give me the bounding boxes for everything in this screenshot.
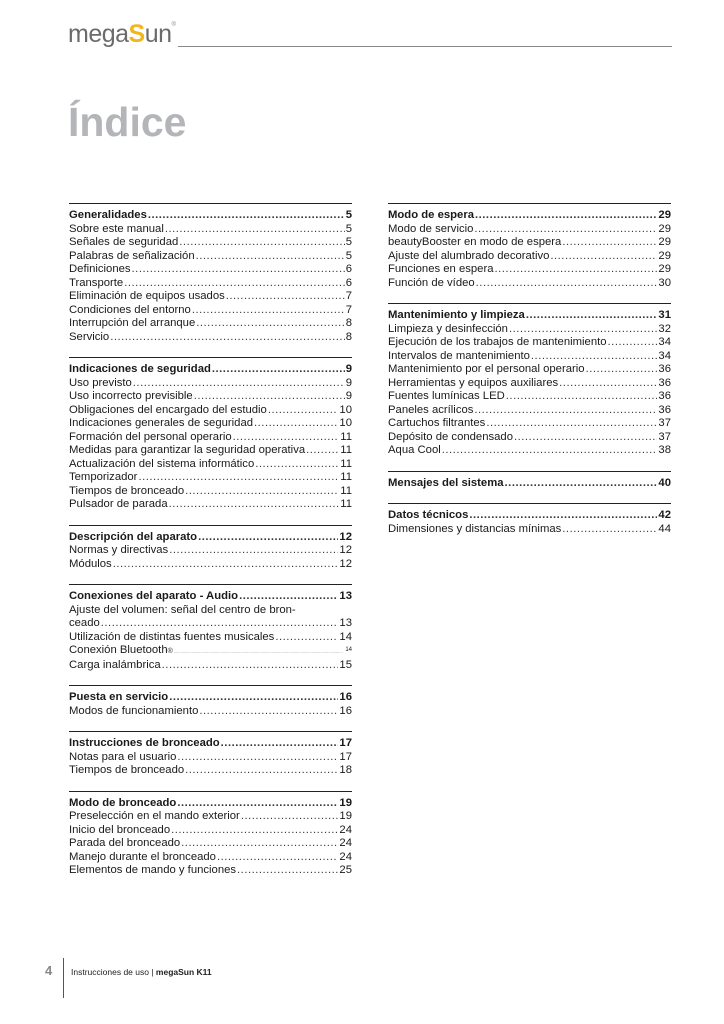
dot-leader [474, 404, 657, 418]
toc-entry[interactable] [69, 331, 352, 345]
toc-entry[interactable] [69, 223, 352, 237]
toc-label: Palabras de señalización [69, 249, 195, 262]
toc-entry[interactable] [69, 764, 352, 778]
toc-label: Descripción del aparato [69, 530, 198, 543]
toc-entry[interactable] [388, 236, 671, 250]
toc-entry[interactable] [69, 444, 352, 458]
toc-label: Ajuste del alumbrado decorativo [388, 249, 550, 262]
toc-page-number: 5 [345, 209, 352, 221]
toc-entry[interactable] [69, 864, 352, 878]
toc-label: Indicaciones de seguridad [69, 363, 211, 375]
dot-leader [514, 431, 657, 445]
toc-entry[interactable] [388, 250, 671, 264]
dot-leader [133, 377, 345, 391]
toc-entry[interactable] [69, 250, 352, 264]
toc-entry[interactable] [69, 304, 352, 318]
dot-leader [442, 444, 658, 458]
megasun-logo [68, 20, 175, 49]
dot-leader [226, 290, 345, 304]
toc-page-number: 11 [340, 484, 352, 497]
toc-entry[interactable] [388, 223, 671, 237]
dot-leader [506, 390, 658, 404]
toc-page-number: 19 [339, 810, 352, 822]
dot-leader [174, 644, 345, 659]
toc-page-number: 5 [345, 236, 352, 248]
toc-page-number: 25 [339, 864, 352, 876]
dot-leader [268, 404, 339, 418]
toc-section [388, 303, 671, 458]
footer-product: megaSun K11 [155, 967, 212, 977]
toc-entry[interactable] [388, 277, 671, 291]
toc-page-number: 12 [339, 530, 352, 543]
dot-leader [608, 336, 658, 350]
dot-leader [217, 851, 338, 865]
dot-leader [241, 810, 339, 824]
toc-page-number: 29 [658, 263, 671, 275]
toc-label: Pulsador de parada [69, 498, 168, 510]
dot-leader [469, 509, 657, 523]
dot-leader [124, 277, 344, 291]
toc-section [388, 503, 671, 536]
toc-page-number: 36 [658, 363, 671, 375]
dot-leader [162, 659, 339, 673]
toc-entry[interactable] [388, 523, 671, 537]
dot-leader [169, 691, 338, 705]
toc-page-number: 18 [339, 764, 352, 776]
toc-entry[interactable] [69, 644, 352, 659]
toc-label: Temporizador [69, 471, 138, 483]
toc-entry[interactable] [69, 263, 352, 277]
toc-page-number: 37 [658, 430, 671, 443]
toc-label: Condiciones del entorno [69, 303, 191, 316]
toc-page-number: 40 [658, 476, 671, 489]
toc-label: Actualización del sistema informático [69, 457, 255, 470]
dot-leader [169, 544, 338, 558]
toc-page-number: 10 [339, 403, 352, 416]
toc-entry[interactable] [69, 390, 352, 404]
toc-label: Conexiones del aparato - Audio [69, 590, 239, 602]
toc-label: Normas y directivas [69, 544, 169, 556]
toc-page-number: 8 [345, 330, 352, 343]
dot-leader [169, 498, 340, 512]
toc-label: Herramientas y equipos auxiliares [388, 376, 559, 389]
dot-leader [148, 209, 345, 223]
dot-leader [192, 304, 345, 318]
registered-mark-icon: ® [167, 648, 173, 655]
toc-entry[interactable] [69, 377, 352, 391]
toc-section [69, 584, 352, 672]
toc-entry[interactable] [388, 336, 671, 350]
toc-entry[interactable] [388, 390, 671, 404]
page-number: 4 [45, 963, 53, 978]
toc-page-number: 13 [339, 590, 352, 602]
toc-label: Transporte [69, 276, 124, 289]
toc-label: Sobre este manual [69, 222, 164, 235]
toc-entry[interactable] [69, 851, 352, 865]
toc-page-number: 31 [658, 309, 671, 321]
toc-entry[interactable] [69, 705, 352, 719]
toc-section-heading[interactable] [69, 209, 352, 223]
dot-leader [476, 277, 658, 291]
toc-page-number: 13 [339, 617, 352, 629]
dot-leader [275, 631, 338, 645]
dot-leader [194, 390, 345, 404]
dot-leader [212, 363, 345, 377]
dot-leader [177, 751, 338, 765]
toc-page-number: 12 [339, 557, 352, 570]
toc-label: Parada del bronceado [69, 837, 181, 849]
dot-leader [254, 417, 338, 431]
header-rule [178, 46, 672, 47]
toc-label: Definiciones [69, 263, 131, 275]
toc-entry[interactable] [69, 558, 352, 572]
toc-entry[interactable] [388, 323, 671, 337]
dot-leader [505, 477, 658, 491]
toc-page-number: 7 [345, 290, 352, 302]
toc-label: Ajuste del volumen: señal del centro de bron- [69, 603, 296, 616]
toc-entry[interactable] [69, 431, 352, 445]
toc-label: Interrupción del arranque [69, 317, 196, 329]
toc-page-number: 36 [658, 390, 671, 402]
logo-highlight: S [128, 20, 145, 48]
toc-section [69, 731, 352, 778]
toc-label: Mensajes del sistema [388, 476, 504, 489]
toc-page-number: 14 [339, 630, 352, 643]
toc-label: Cartuchos filtrantes [388, 417, 486, 429]
toc-entry[interactable] [69, 751, 352, 765]
toc-entry[interactable] [388, 363, 671, 377]
toc-page-number: 6 [345, 276, 352, 289]
toc-label: Mantenimiento por el personal operario [388, 363, 585, 375]
toc-page-number: 15 [339, 658, 352, 671]
toc-label: Módulos [69, 557, 112, 570]
toc-entry[interactable] [388, 350, 671, 364]
toc-section-heading[interactable] [388, 509, 671, 523]
toc-label: Modo de bronceado [69, 796, 177, 809]
toc-entry[interactable] [69, 824, 352, 838]
toc-label: Elementos de mando y funciones [69, 864, 237, 876]
toc-page-number: 38 [658, 444, 671, 456]
toc-label: Notas para el usuario [69, 750, 177, 763]
toc-entry[interactable] [388, 431, 671, 445]
toc-section [388, 203, 671, 290]
logo-suffix: un [144, 20, 172, 48]
toc-label: Intervalos de mantenimiento [388, 349, 530, 362]
dot-leader [185, 764, 338, 778]
toc-entry[interactable] [69, 837, 352, 851]
toc-entry[interactable] [69, 631, 352, 645]
toc-section-heading[interactable] [388, 477, 671, 491]
toc-page-number: 29 [658, 249, 671, 262]
toc-page-number: 36 [658, 376, 671, 389]
toc-entry[interactable] [388, 444, 671, 458]
toc-entry-line[interactable] [69, 604, 352, 618]
toc-entry[interactable] [69, 290, 352, 304]
toc-entry[interactable] [69, 236, 352, 250]
footer-doc-type: Instrucciones de uso | [71, 967, 156, 977]
dot-leader [196, 317, 344, 331]
toc-page-number: 17 [339, 750, 352, 763]
toc-page-number: 9 [345, 390, 352, 402]
dot-leader [132, 263, 345, 277]
dot-leader [101, 617, 339, 631]
toc-entry[interactable] [69, 617, 352, 631]
dot-leader [196, 250, 345, 264]
toc-left-column [69, 203, 352, 891]
toc-label: Puesta en servicio [69, 691, 169, 703]
toc-page-number: 11 [340, 498, 352, 510]
dot-leader [110, 331, 345, 345]
toc-label: Aqua Cool [388, 444, 441, 456]
toc-entry[interactable] [69, 404, 352, 418]
dot-leader [199, 705, 338, 719]
toc-label: Formación del personal operario [69, 430, 232, 443]
toc-section [69, 525, 352, 572]
toc-section-heading[interactable] [69, 691, 352, 705]
toc-page-number: 16 [339, 704, 352, 717]
page-title: Índice [68, 99, 187, 145]
toc-page-number: 32 [658, 322, 671, 335]
toc-label: Carga inalámbrica [69, 658, 161, 671]
toc-label: Tiempos de bronceado [69, 484, 185, 497]
toc-section [69, 685, 352, 718]
toc-page-number: 29 [658, 222, 671, 235]
dot-leader [239, 590, 338, 604]
toc-label: Manejo durante el bronceado [69, 850, 216, 863]
toc-entry[interactable] [69, 277, 352, 291]
toc-label: Inicio del bronceado [69, 823, 171, 836]
toc-label: Preselección en el mando exterior [69, 810, 240, 822]
toc-section-heading[interactable] [69, 590, 352, 604]
toc-page-number: 29 [658, 209, 671, 221]
toc-label: Función de vídeo [388, 276, 475, 289]
toc-label: Conexión Bluetooth [69, 644, 168, 656]
toc-label: Eliminación de equipos usados [69, 290, 225, 302]
toc-page-number: 24 [339, 837, 352, 849]
dot-leader [474, 223, 657, 237]
toc-page-number: 5 [345, 222, 352, 235]
dot-leader [198, 531, 338, 545]
toc-label: Datos técnicos [388, 509, 469, 521]
dot-leader [550, 250, 657, 264]
dot-leader [221, 737, 339, 751]
dot-leader [475, 209, 657, 223]
dot-leader [255, 458, 339, 472]
dot-leader [526, 309, 658, 323]
toc-page-number: 11 [340, 430, 352, 443]
toc-page-number: 30 [658, 276, 671, 289]
toc-section-heading[interactable] [388, 309, 671, 323]
toc-label: Modo de servicio [388, 222, 474, 235]
toc-page-number: 29 [658, 236, 671, 248]
dot-leader [171, 824, 338, 838]
toc-label: Fuentes lumínicas LED [388, 390, 505, 402]
toc-label: Depósito de condensado [388, 430, 513, 443]
toc-section [69, 203, 352, 344]
dot-leader [562, 523, 657, 537]
toc-page-number: 11 [340, 444, 352, 456]
toc-page-number: 9 [345, 376, 352, 389]
toc-section [69, 791, 352, 878]
toc-page-number: 17 [339, 737, 352, 749]
toc-page-number: 8 [345, 317, 352, 329]
dot-leader [237, 864, 338, 878]
dot-leader [181, 837, 338, 851]
toc-label: Señales de seguridad [69, 236, 179, 248]
toc-page-number: 16 [339, 691, 352, 703]
toc-page-number: 10 [339, 417, 352, 429]
toc-page-number: 37 [658, 417, 671, 429]
toc-label: Limpieza y desinfección [388, 322, 508, 335]
toc-entry[interactable] [69, 317, 352, 331]
toc-page-number: 24 [339, 850, 352, 863]
dot-leader [185, 485, 339, 499]
toc-section-heading[interactable] [69, 531, 352, 545]
logo-prefix: mega [68, 20, 129, 48]
toc-page-number: 34 [658, 349, 671, 362]
toc-label: Servicio [69, 330, 110, 343]
dot-leader [495, 263, 658, 277]
dot-leader [233, 431, 340, 445]
toc-label: Dimensiones y distancias mínimas [388, 522, 562, 535]
toc-page-number: 44 [658, 522, 671, 535]
toc-label: Paneles acrílicos [388, 403, 474, 416]
dot-leader [531, 350, 658, 364]
toc-label: beautyBooster en modo de espera [388, 236, 562, 248]
toc-section-heading[interactable] [69, 363, 352, 377]
toc-section-heading[interactable] [388, 209, 671, 223]
toc-entry[interactable] [388, 404, 671, 418]
toc-label: Obligaciones del encargado del estudio [69, 403, 267, 416]
toc-entry[interactable] [69, 498, 352, 512]
toc-label: ceado [69, 617, 100, 629]
dot-leader [138, 471, 339, 485]
toc-label: Funciones en espera [388, 263, 494, 275]
toc-page-number: 9 [345, 363, 352, 375]
toc-entry[interactable] [69, 458, 352, 472]
toc-label: Utilización de distintas fuentes musicales [69, 630, 275, 643]
toc-page-number: 24 [339, 823, 352, 836]
toc-page-number: 11 [340, 457, 352, 470]
toc-section [69, 357, 352, 512]
toc-label: Ejecución de los trabajos de mantenimiento [388, 336, 607, 348]
toc-page-number: 5 [345, 249, 352, 262]
toc-label: Modos de funcionamiento [69, 704, 199, 717]
footer-divider [63, 958, 64, 998]
toc-entry[interactable] [69, 471, 352, 485]
toc-entry[interactable] [69, 417, 352, 431]
dot-leader [559, 377, 657, 391]
toc-page-number: 34 [658, 336, 671, 348]
toc-entry[interactable] [388, 263, 671, 277]
dot-leader [165, 223, 345, 237]
toc-entry[interactable] [69, 485, 352, 499]
toc-entry[interactable] [69, 810, 352, 824]
toc-entry[interactable] [69, 659, 352, 673]
dot-leader [486, 417, 657, 431]
toc-label: Instrucciones de bronceado [69, 737, 220, 749]
toc-entry[interactable] [388, 417, 671, 431]
dot-leader [179, 236, 344, 250]
dot-leader [586, 363, 658, 377]
toc-page-number: 36 [658, 403, 671, 416]
toc-page-number: 12 [339, 544, 352, 556]
toc-page-number: 6 [345, 263, 352, 275]
toc-entry[interactable] [69, 544, 352, 558]
toc-label: Indicaciones generales de seguridad [69, 417, 254, 429]
toc-label: Uso incorrecto previsible [69, 390, 193, 402]
dot-leader [306, 444, 339, 458]
toc-page-number: 14 [345, 647, 352, 653]
toc-section [388, 471, 671, 491]
footer-doc-label [71, 967, 212, 977]
toc-page-number: 7 [345, 303, 352, 316]
toc-label: Uso previsto [69, 376, 132, 389]
toc-label: Generalidades [69, 209, 147, 221]
toc-label: Mantenimiento y limpieza [388, 309, 525, 321]
toc-page-number: 11 [340, 471, 352, 483]
toc-page-number: 19 [339, 796, 352, 809]
toc-label: Tiempos de bronceado [69, 764, 185, 776]
registered-mark-icon: ® [171, 22, 176, 28]
dot-leader [177, 797, 338, 811]
dot-leader [562, 236, 657, 250]
toc-section-heading[interactable] [69, 797, 352, 811]
toc-section-heading[interactable] [69, 737, 352, 751]
toc-label: Medidas para garantizar la seguridad operativa [69, 444, 306, 456]
toc-page-number: 42 [658, 509, 671, 521]
toc-entry[interactable] [388, 377, 671, 391]
toc-label: Modo de espera [388, 209, 475, 221]
dot-leader [509, 323, 657, 337]
dot-leader [113, 558, 339, 572]
toc-right-column [388, 203, 671, 549]
